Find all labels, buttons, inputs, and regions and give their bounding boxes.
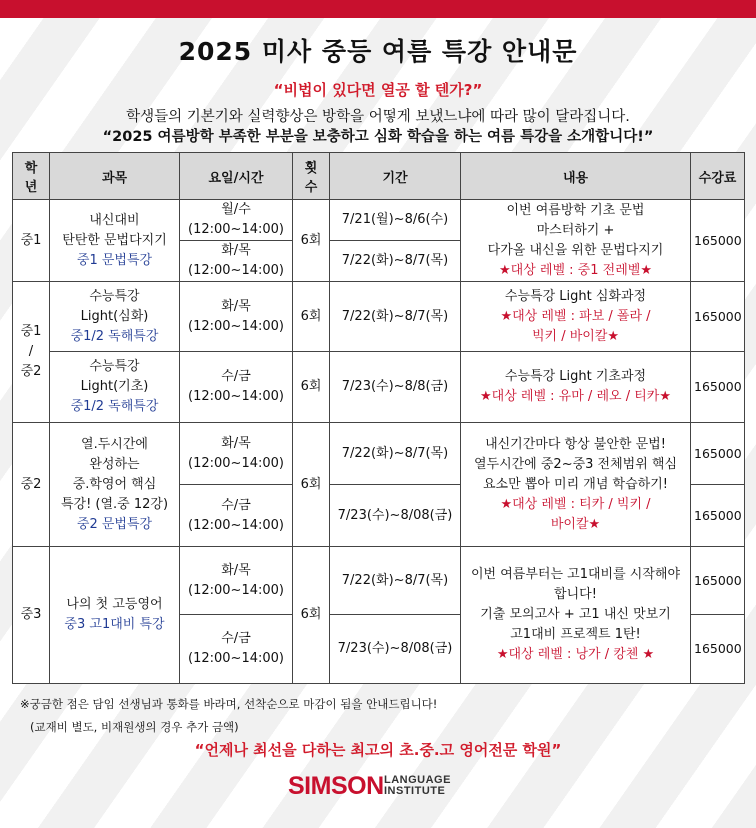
target-level: ★대상 레벨 : 티카 / 빅키 /: [500, 496, 651, 512]
target-level: 빅키 / 바이칼★: [531, 328, 620, 344]
grade-cell: 중1: [13, 200, 50, 282]
grade-cell: 중1 / 중2: [13, 282, 50, 423]
count-cell: 6회: [293, 352, 330, 423]
table-row: [13, 352, 745, 423]
course-subtitle: 중1/2 독해특강: [70, 399, 159, 414]
table-row: [13, 282, 745, 352]
top-red-bar: [0, 0, 756, 18]
course-cell: 나의 첫 고등영어 중3 고1대비 특강: [50, 547, 180, 684]
schedule-cell: 수/금 (12:00~14:00): [180, 352, 293, 423]
content-cell: 수능특강 Light 기초과정 ★대상 레벨 : 유마 / 레오 / 티카★: [461, 352, 691, 423]
period-cell: 7/23(수)~8/8(금): [330, 352, 461, 423]
schedule-table: [12, 152, 745, 684]
notice-text: ※궁금한 점은 담임 선생님과 통화를 바라며, 선착순으로 마감이 됨을 안내드립니다!: [20, 697, 438, 711]
fee-cell: 165000: [691, 423, 745, 485]
slogan: “비법이 있다면 열공 할 텐가?”: [273, 81, 483, 99]
fee-cell: 165000: [691, 282, 745, 352]
period-cell: 7/22(화)~8/7(목): [330, 282, 461, 352]
schedule-cell: 월/수 (12:00~14:00): [180, 200, 293, 241]
period-cell: 7/23(수)~8/08(금): [330, 485, 461, 547]
course-cell: 수능특강 Light(기초) 중1/2 독해특강: [50, 352, 180, 423]
course-subtitle: 중1 문법특강: [76, 252, 153, 268]
header-course: 과목: [50, 153, 180, 200]
schedule-cell: 화/목 (12:00~14:00): [180, 423, 293, 485]
fee-note: (교재비 별도, 비재원생의 경우 추가 금액): [30, 720, 239, 734]
logo-wordmark: SIMSON: [288, 772, 384, 800]
course-subtitle: 중1/2 독해특강: [70, 328, 159, 344]
intro-text: 학생들의 기본기와 실력향상은 방학을 어떻게 보냈느냐에 따라 많이 달라집니다.: [126, 109, 630, 125]
count-cell: 6회: [293, 547, 330, 684]
content-cell: 이번 여름방학 기초 문법 마스터하기 + 다가올 내신을 위한 문법다지기 ★대상 레벨 : 중1 전레벨★: [461, 200, 691, 282]
course-cell: 내신대비 탄탄한 문법다지기 중1 문법특강: [50, 200, 180, 282]
course-cell: 수능특강 Light(심화) 중1/2 독해특강: [50, 282, 180, 352]
header-fee: 수강료: [691, 153, 745, 200]
table-row: [13, 547, 745, 615]
content-cell: 수능특강 Light 심화과정 ★대상 레벨 : 파보 / 폴라 / 빅키 / 바이칼★: [461, 282, 691, 352]
header-grade: 학 년: [13, 153, 50, 200]
content-cell: 내신기간마다 항상 불안한 문법! 열두시간에 중2~중3 전체범위 핵심 요소만 뽑아 미리 개념 학습하기! ★대상 레벨 : 티카 / 빅키 / 바이칼★: [461, 423, 691, 547]
course-subtitle: 중3 고1대비 특강: [64, 617, 165, 632]
schedule-cell: 화/목 (12:00~14:00): [180, 282, 293, 352]
target-level: 바이칼★: [550, 516, 601, 532]
content-cell: 이번 여름부터는 고1대비를 시작해야 합니다! 기출 모의고사 + 고1 내신 맛보기 고1대비 프로젝트 1탄! ★대상 레벨 : 낭가 / 캉첸 ★: [461, 547, 691, 684]
fee-cell: 165000: [691, 200, 745, 282]
intro-highlight: “2025 여름방학 부족한 부분을 보충하고 심화 학습을 하는 여름 특강을 소개합니다!”: [102, 129, 654, 145]
logo-subtitle: LANGUAGE INSTITUTE: [384, 774, 451, 797]
course-subtitle: 중2 문법특강: [76, 516, 153, 532]
page-title: 2025 미사 중등 여름 특강 안내문: [178, 37, 578, 66]
fee-cell: 165000: [691, 547, 745, 615]
target-level: ★대상 레벨 : 낭가 / 캉첸 ★: [496, 647, 655, 662]
schedule-cell: 수/금 (12:00~14:00): [180, 485, 293, 547]
grade-cell: 중2: [13, 423, 50, 547]
target-level: ★대상 레벨 : 유마 / 레오 / 티카★: [480, 389, 671, 404]
count-cell: 6회: [293, 423, 330, 547]
table-header-row: [13, 153, 745, 200]
fee-cell: 165000: [691, 485, 745, 547]
fee-cell: 165000: [691, 615, 745, 684]
target-level: ★대상 레벨 : 파보 / 폴라 /: [500, 308, 651, 324]
count-cell: 6회: [293, 282, 330, 352]
period-cell: 7/21(월)~8/6(수): [330, 200, 461, 241]
period-cell: 7/22(화)~8/7(목): [330, 547, 461, 615]
target-level: ★대상 레벨 : 중1 전레벨★: [499, 262, 652, 278]
grade-cell: 중3: [13, 547, 50, 684]
table-row: [13, 423, 745, 485]
schedule-cell: 화/목 (12:00~14:00): [180, 547, 293, 615]
closing-slogan: “언제나 최선을 다하는 최고의 초.중.고 영어전문 학원”: [194, 741, 562, 759]
schedule-cell: 수/금 (12:00~14:00): [180, 615, 293, 684]
schedule-cell: 화/목 (12:00~14:00): [180, 241, 293, 282]
course-cell: 열.두시간에 완성하는 중.학영어 핵심 특강! (열.중 12강) 중2 문법특강: [50, 423, 180, 547]
header-period: 기간: [330, 153, 461, 200]
fee-cell: 165000: [691, 352, 745, 423]
table-row: [13, 200, 745, 241]
period-cell: 7/23(수)~8/08(금): [330, 615, 461, 684]
count-cell: 6회: [293, 200, 330, 282]
header-schedule: 요일/시간: [180, 153, 293, 200]
header-count: 횟 수: [293, 153, 330, 200]
header-content: 내용: [461, 153, 691, 200]
period-cell: 7/22(화)~8/7(목): [330, 423, 461, 485]
period-cell: 7/22(화)~8/7(목): [330, 241, 461, 282]
